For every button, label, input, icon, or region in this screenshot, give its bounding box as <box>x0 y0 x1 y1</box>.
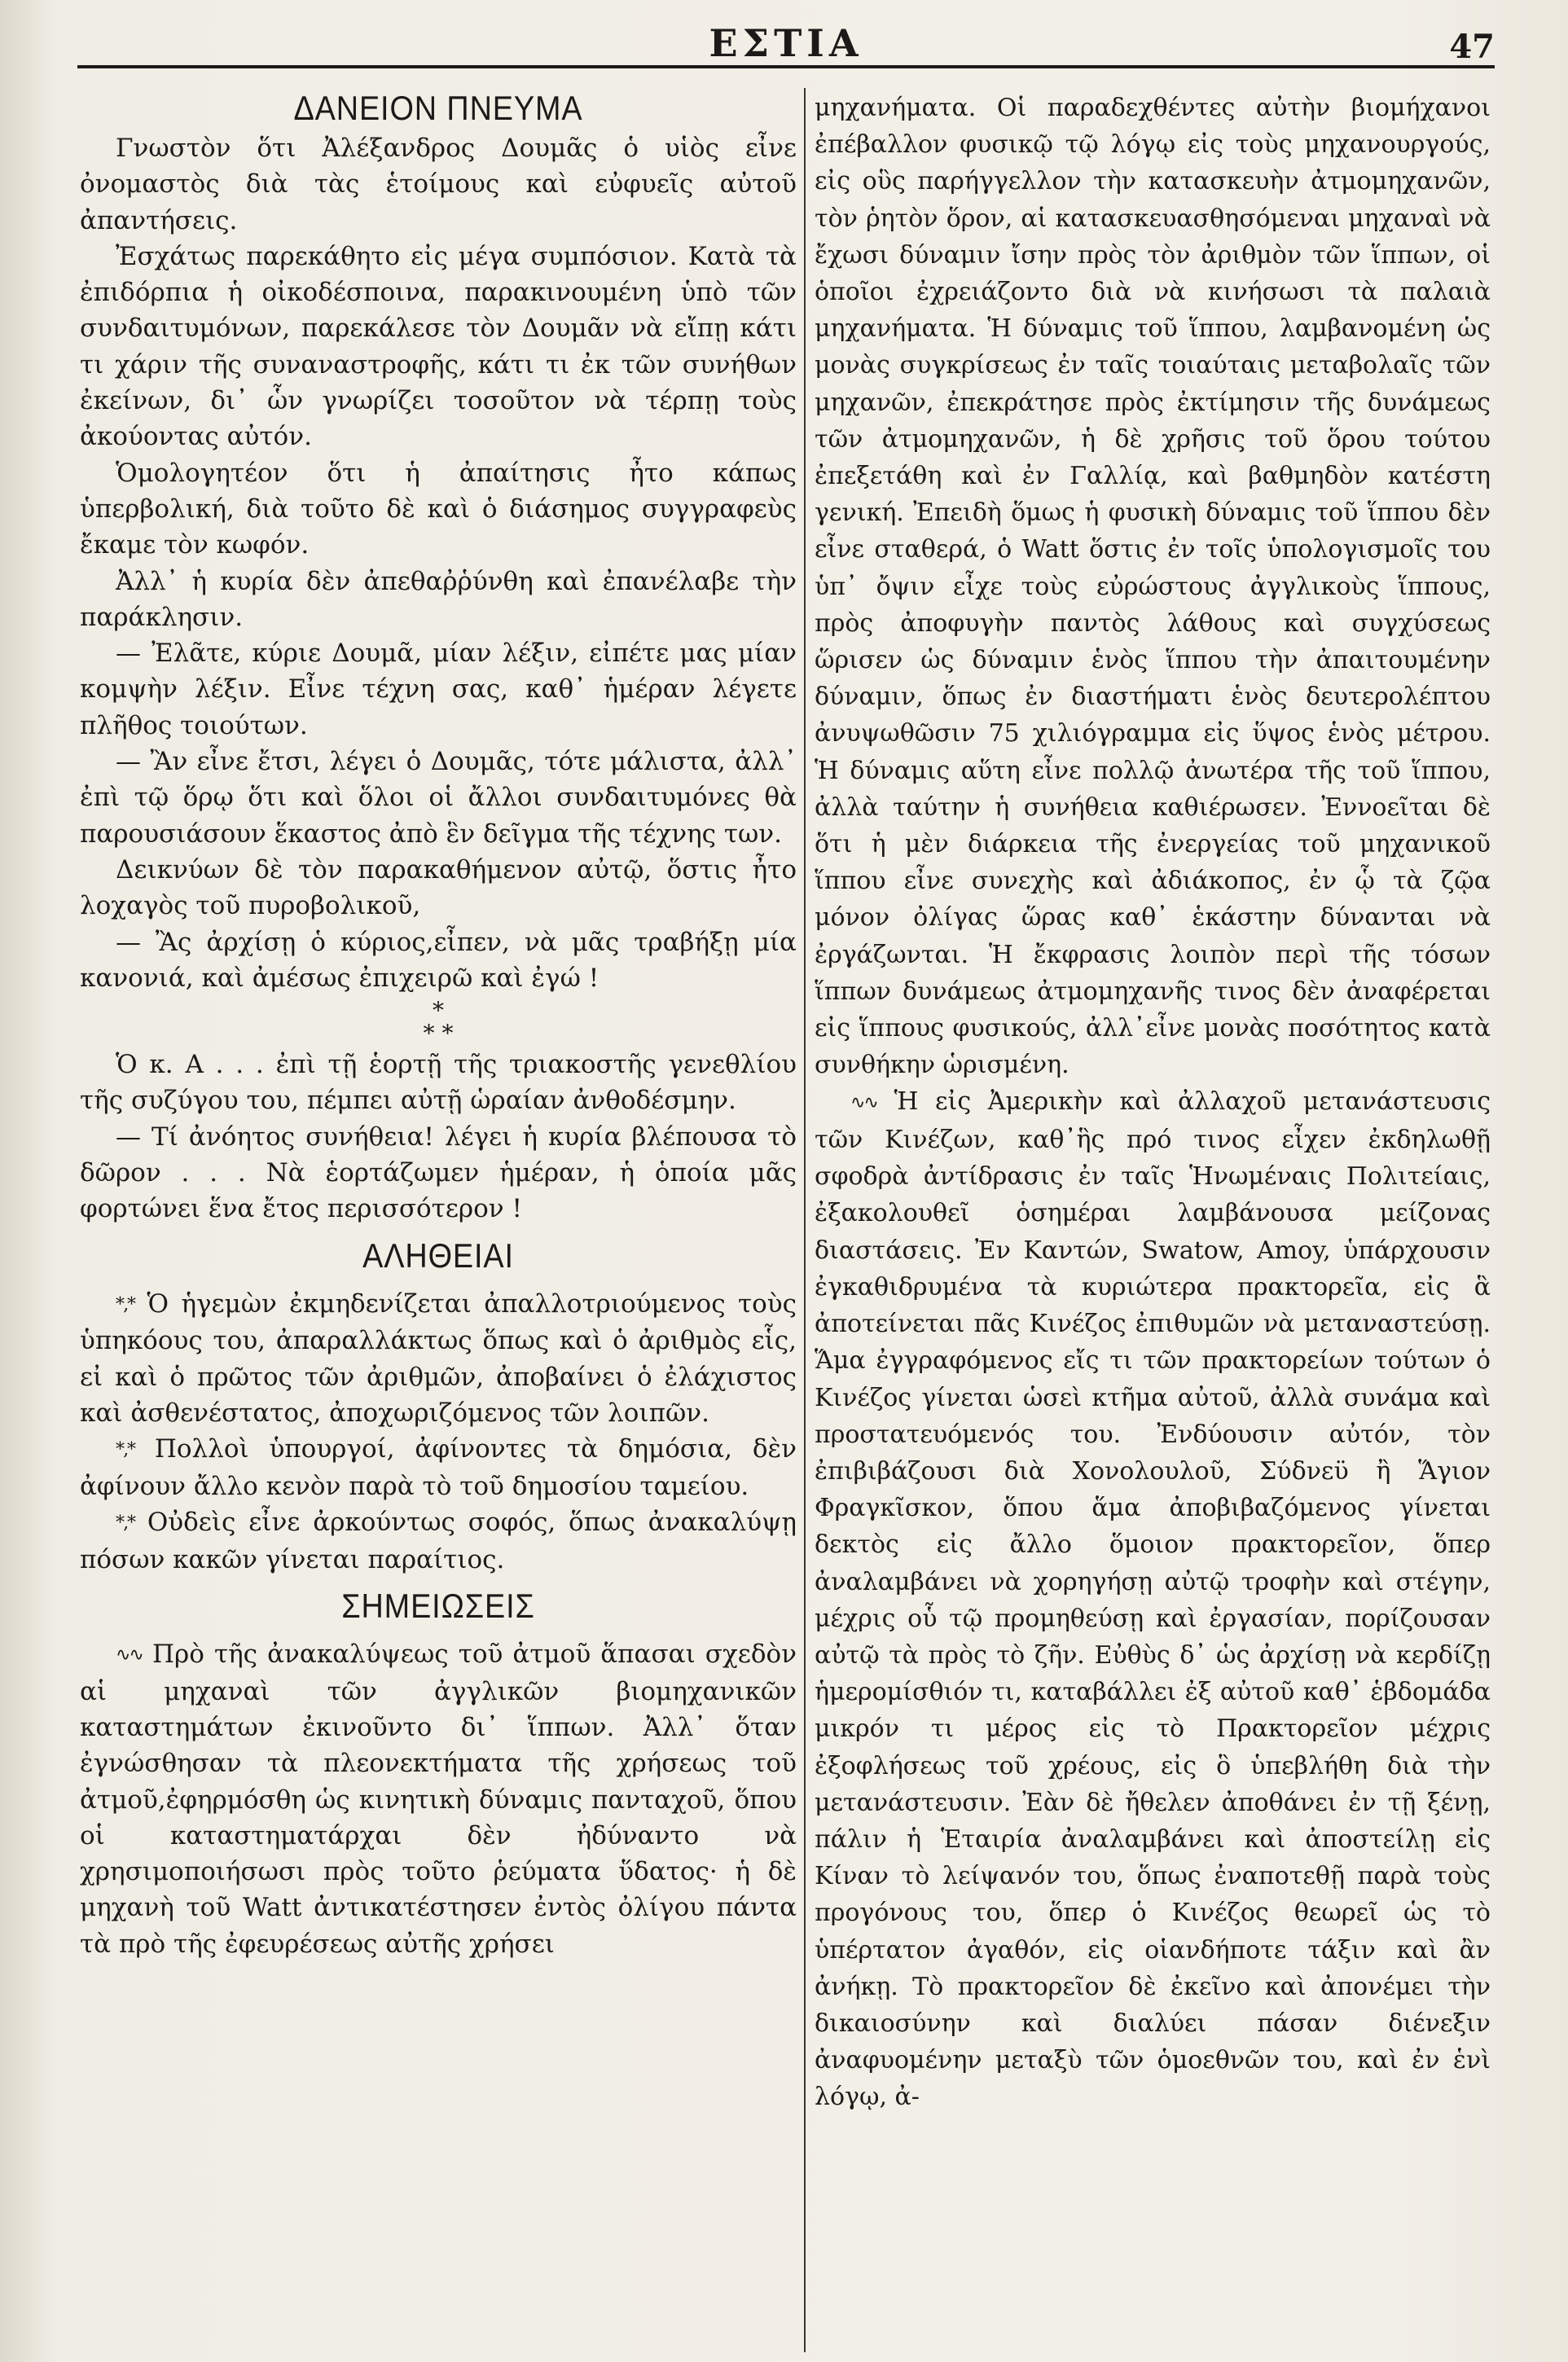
paragraph: Ὁ κ. Α . . . ἐπὶ τῇ ἑορτῇ τῆς τριακοστῆς γενεθλίου τῆς συζύγου του, πέμπει αὐτῇ ὡραίαν ἀνθοδέσμην. <box>80 1050 797 1116</box>
asterisk-mark: *‚* <box>116 1293 134 1315</box>
truth-paragraph <box>80 1504 797 1578</box>
paragraph: Δεικνύων δὲ τὸν παρακαθήμενον αὐτῷ, ὅστις ἦτο λοχαγὸς τοῦ πυροβολικοῦ, <box>80 854 797 921</box>
truth-text: Οὐδεὶς εἶνε ἀρκούντως σοφός, ὅπως ἀνακαλύψῃ πόσων κακῶν γίνεται παραίτιος. <box>80 1508 797 1574</box>
note-paragraph <box>80 1636 797 1962</box>
running-title: ΕΣΤΙΑ <box>709 21 863 65</box>
asterism <box>80 996 797 1047</box>
truth-text: Πολλοὶ ὑπουργοί, ἀφίνοντες τὰ δημόσια, δὲν ἀφίνουν ἄλλο κενὸν παρὰ τὸ τοῦ δημοσίου ταμείου. <box>80 1434 797 1501</box>
left-column <box>80 90 797 2354</box>
truth-paragraph <box>80 1431 797 1504</box>
asterism-bottom: * * <box>423 1020 454 1047</box>
paragraph: Ἀλλ᾿ ἡ κυρία δὲν ἀπεθαῤῥύνθη καὶ ἐπανέλαβε τὴν παράκλησιν. <box>80 566 797 632</box>
dialogue-paragraph: — Ἂς ἀρχίσῃ ὁ κύριος,εἶπεν, νὰ μᾶς τραβήξῃ μία κανονιά, καὶ ἀμέσως ἐπιχειρῶ καὶ ἐγώ ! <box>80 927 797 993</box>
page-header <box>77 16 1495 68</box>
column-divider <box>804 88 806 2352</box>
right-column <box>815 90 1491 2354</box>
paragraph: Γνωστὸν ὅτι Ἀλέξανδρος Δουμᾶς ὁ υἱὸς εἶνε ὀνομαστὸς διὰ τὰς ἑτοίμους καὶ εὐφυεῖς αὐτοῦ ἀπαντήσεις. <box>80 134 797 235</box>
section-title-daneion-pneuma: ΔΑΝΕΙΟΝ ΠΝΕΥΜΑ <box>293 90 583 127</box>
note-paragraph <box>815 1083 1491 2115</box>
asterism-top: * <box>433 997 444 1025</box>
truth-paragraph <box>80 1286 797 1432</box>
paragraph: Ὁμολογητέον ὅτι ἡ ἀπαίτησις ἦτο κάπως ὑπερβολική, διὰ τοῦτο δὲ καὶ ὁ διάσημος συγγραφεὺς ἔκαμε τὸν κωφόν. <box>80 458 797 560</box>
dialogue-paragraph: — Ἂν εἶνε ἔτσι, λέγει ὁ Δουμᾶς, τότε μάλιστα, ἀλλ᾿ ἐπὶ τῷ ὅρῳ ὅτι καὶ ὅλοι οἱ ἄλλοι συνδαιτυμόνες θὰ παρουσιάσουν ἕκαστος ἀπὸ ἓν δεῖγμα τῆς τέχνης των. <box>80 747 797 849</box>
section-title-aletheiai: ΑΛΗΘΕΙΑΙ <box>362 1236 514 1275</box>
asterisk-mark: *‚* <box>116 1512 134 1534</box>
page-number: 47 <box>1449 28 1495 66</box>
section-title-semeioseis: ΣΗΜΕΙΩΣΕΙΣ <box>341 1587 535 1626</box>
asterisk-mark: *‚* <box>116 1439 134 1460</box>
dialogue-paragraph: — Ἐλᾶτε, κύριε Δουμᾶ, μίαν λέξιν, εἰπέτε μας μίαν κομψὴν λέξιν. Εἶνε τέχνη σας, καθ᾿ ἡμέραν λέγετε πλῆθος τοιούτων. <box>80 639 797 740</box>
note-text: Πρὸ τῆς ἀνακαλύψεως τοῦ ἀτμοῦ ἅπασαι σχεδὸν αἱ μηχαναὶ τῶν ἀγγλικῶν βιομηχανικῶν καταστημάτων ἐκινοῦντο δι᾿ ἵππων. Ἀλλ᾿ ὅταν ἐγνώσθησαν τὰ πλεονεκτήματα τῆς χρήσεως τοῦ ἀτμοῦ,ἐφηρμόσθη ὡς κινητικὴ δύναμις πανταχοῦ, ὅπου οἱ καταστηματάρχαι δὲν ἠδύναντο νὰ χρησιμοποιήσωσι πρὸς τοῦτο ῥεύματα ὕδατος· ἡ δὲ μηχανὴ τοῦ Watt ἀντικατέστησεν ἐντὸς ὀλίγου πάντα τὰ πρὸ τῆς ἐφευρέσεως αὐτῆς χρήσει <box>80 1640 797 1959</box>
note-ornament: ∿∿ <box>850 1092 877 1113</box>
paragraph: Ἐσχάτως παρεκάθητο εἰς μέγα συμπόσιον. Κατὰ τὰ ἐπιδόρπια ἡ οἰκοδέσποινα, παρακινουμένη ὑπὸ τῶν συνδαιτυμόνων, παρεκάλεσε τὸν Δουμᾶν νὰ εἴπῃ κάτι τι χάριν τῆς συναναστροφῆς, κάτι τι ἐκ τῶν συνήθων ἐκείνων, δι᾿ ὧν γνωρίζει τοσοῦτον νὰ τέρπῃ τοὺς ἀκούοντας αὐτόν. <box>80 241 797 452</box>
note-text: Ἡ εἰς Ἀμερικὴν καὶ ἀλλαχοῦ μετανάστευσις τῶν Κινέζων, καθ᾿ἣς πρό τινος εἶχεν ἐκδηλωθῇ σφοδρὰ ἀντίδρασις ἐν ταῖς Ἡνωμέναις Πολιτείαις, ἐξακολουθεῖ ὁσημέραι λαμβάνουσα μείζονας διαστάσεις. Ἐν Καντών, Swatow, Amoy, ὑπάρχουσιν ἐγκαθιδρυμένα τὰ κυριώτερα πρακτορεῖα, εἰς ἃ ἀποτείνεται πᾶς Κινέζος ἐπιθυμῶν νὰ μεταναστεύσῃ. Ἅμα ἐγγραφόμενος εἴς τι τῶν πρακτορείων τούτων ὁ Κινέζος γίνεται ὡσεὶ κτῆμα αὐτοῦ, ἀλλὰ συνάμα καὶ προστατευόμενός του. Ἐνδύουσιν αὐτόν, τὸν ἐπιβιβάζουσι διὰ Χονολουλοῦ, Σύδνεϋ ἢ Ἅγιον Φραγκῖσκον, ὅπου ἅμα ἀποβιβαζόμενος γίνεται δεκτὸς εἰς ἄλλο ὅμοιον πρακτορεῖον, ὅπερ ἀναλαμβάνει νὰ χορηγήσῃ αὐτῷ τροφὴν καὶ στέγην, μέχρις οὗ τῷ προμηθεύσῃ καὶ ἐργασίαν, πορίζουσαν αὐτῷ τὰ πρὸς τὸ ζῆν. Εὐθὺς δ᾿ ὡς ἀρχίσῃ νὰ κερδίζῃ ἡμερομίσθιόν τι, καταβάλλει ἐξ αὐτοῦ καθ᾿ ἑβδομάδα μικρόν τι μέρος εἰς τὸ Πρακτορεῖον μέχρις ἐξοφλήσεως τοῦ χρέους, εἰς ὃ ὑπεβλήθη διὰ τὴν μετανάστευσιν. Ἐὰν δὲ ἤθελεν ἀποθάνει ἐν τῇ ξένῃ, πάλιν ἡ Ἑταιρία ἀναλαμβάνει καὶ ἀποστείλῃ εἰς Κίναν τὸ λείψανόν του, ὅπως ἐναποτεθῇ παρὰ τοὺς προγόνους του, ὅπερ ὁ Κινέζος θεωρεῖ ὡς τὸ ὑπέρτατον ἀγαθόν, εἰς οἱανδήποτε τάξιν καὶ ἂν ἀνήκῃ. Τὸ πρακτορεῖον δὲ ἐκεῖνο καὶ ἀπονέμει τὴν δικαιοσύνην καὶ διαλύει πάσαν διένεξιν ἀναφυομένην μεταξὺ τῶν ὁμοεθνῶν του, καὶ ἐν ἑνὶ λόγῳ, ἀ- <box>815 1087 1491 2112</box>
dialogue-paragraph: — Τί ἀνόητος συνήθεια! λέγει ἡ κυρία βλέπουσα τὸ δῶρον . . . Νὰ ἑορτάζωμεν ἡμέραν, ἡ ὁποία μᾶς φορτώνει ἕνα ἔτος περισσότερον ! <box>80 1122 797 1224</box>
paragraph-continued: μηχανήματα. Οἱ παραδεχθέντες αὐτὴν βιομήχανοι ἐπέβαλλον φυσικῷ τῷ λόγῳ εἰς τοὺς μηχανουργούς, εἰς οὓς παρήγγελλον τὴν κατασκευὴν ἀτμομηχανῶν, τὸν ῥητὸν ὅρον, αἱ κατασκευασθησόμεναι μηχαναὶ νὰ ἔχωσι δύναμιν ἴσην πρὸς τὸν ἀριθμὸν τῶν ἵππων, οἱ ὁποῖοι ἐχρειάζοντο διὰ νὰ κινήσωσι τὰ παλαιὰ μηχανήματα. Ἡ δύναμις τοῦ ἵππου, λαμβανομένη ὡς μονὰς συγκρίσεως ἐν ταῖς τοιαύταις μεταβολαῖς τῶν μηχανῶν, ἐπεκράτησε πρὸς ἐκτίμησιν τῆς δυνάμεως τῶν ἀτμομηχανῶν, ἡ δὲ χρῆσις τοῦ ὅρου τούτου ἐπεξετάθη καὶ ἐν Γαλλίᾳ, καὶ βαθμηδὸν κατέστη γενική. Ἐπειδὴ ὅμως ἡ φυσικὴ δύναμις τοῦ ἵππου δὲν εἶνε σταθερά, ὁ Watt ὅστις ἐν τοῖς ὑπολογισμοῖς του ὑπ᾿ ὄψιν εἶχε τοὺς εὐρώστους ἀγγλικοὺς ἵππους, πρὸς ἀποφυγὴν παντὸς λάθους καὶ συγχύσεως ὥρισεν ὡς δύναμιν ἑνὸς ἵππου τὴν ἀπαιτουμένην δύναμιν, ὅπως ἐν διαστήματι ἑνὸς δευτερολέπτου ἀνυψωθῶσιν 75 χιλιόγραμμα εἰς ὕψος ἑνὸς μέτρου. Ἡ δύναμις αὕτη εἶνε πολλῷ ἀνωτέρα τῆς τοῦ ἵππου, ἀλλὰ ταύτην ἡ συνήθεια καθιέρωσεν. Ἐννοεῖται δὲ ὅτι ἡ μὲν διάρκεια τῆς ἐνεργείας τοῦ μηχανικοῦ ἵππου εἶνε συνεχὴς καὶ ἀδιάκοπος, ἐν ᾧ τὰ ζῷα μόνον ὀλίγας ὥρας καθ᾿ ἑκάστην δύνανται νὰ ἐργάζωνται. Ἡ ἔκφρασις λοιπὸν περὶ τῆς τόσων ἵππων δυνάμεως ἀτμομηχανῆς τινος δὲν ἀναφέρεται εἰς ἵππους φυσικούς, ἀλλ᾿εἶνε μονὰς ποσότητος κατὰ συνθήκην ὡρισμένη. <box>815 94 1491 1080</box>
note-ornament: ∿∿ <box>116 1644 143 1666</box>
truth-text: Ὁ ἡγεμὼν ἐκμηδενίζεται ἀπαλλοτριούμενος τοὺς ὑπηκόους του, ἀπαραλλάκτως ὅπως καὶ ὁ ἀριθμὸς εἷς, εἰ καὶ ὁ πρῶτος τῶν ἀριθμῶν, ἀποβαίνει ὁ ἐλάχιστος καὶ ἀσθενέστατος, ἀποχωριζόμενος τῶν λοιπῶν. <box>80 1289 797 1428</box>
